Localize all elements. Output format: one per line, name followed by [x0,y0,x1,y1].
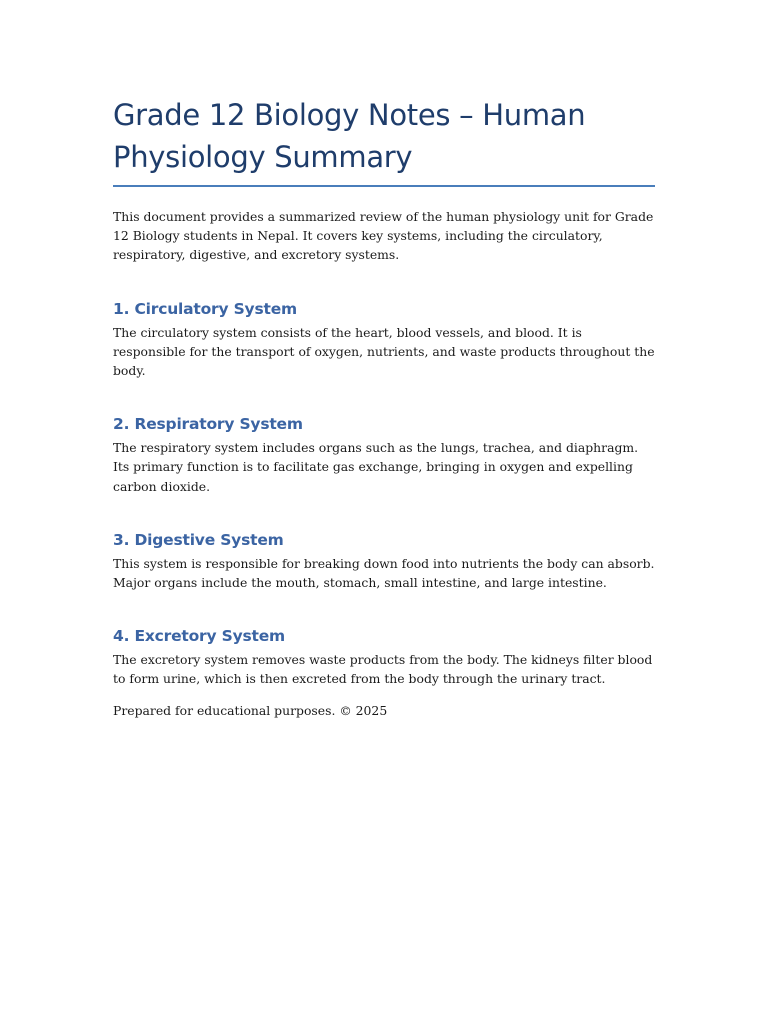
title-divider [113,185,655,187]
document-title: Grade 12 Biology Notes – Human Physiology Summary [113,98,586,174]
section-respiratory [113,414,655,496]
section-heading: 3. Digestive System [113,530,284,549]
section-circulatory [113,299,655,381]
section-excretory [113,626,655,688]
intro-paragraph: This document provides a summarized review of the human physiology unit for Grade 12 Biology students in Nepal. It covers key systems, including the circulatory, respiratory, digestive, and excretory systems. [113,209,654,263]
section-heading: 2. Respiratory System [113,415,303,434]
section-body: The circulatory system consists of the heart, blood vessels, and blood. It is responsible for the transport of oxygen, nutrients, and waste products throughout the body. [113,324,655,379]
section-body: This system is responsible for breaking down food into nutrients the body can absorb. Major organs include the mouth, stomach, small intestine, and large intestine. [113,555,655,591]
section-heading: 1. Circulatory System [113,299,297,318]
document-page [113,94,655,720]
intro-block [113,207,655,265]
section-body: The respiratory system includes organs such as the lungs, trachea, and diaphragm. Its primary function is to facilitate gas exchange, bringing in oxygen and expelling carbon dioxide. [113,440,639,494]
section-heading: 4. Excretory System [113,627,285,646]
section-digestive [113,530,655,592]
section-body: The excretory system removes waste products from the body. The kidneys filter blood to form urine, which is then excreted from the body through the urinary tract. [113,652,653,687]
footer-note: Prepared for educational purposes. © 2025 [113,702,388,718]
footer-block [113,701,655,720]
